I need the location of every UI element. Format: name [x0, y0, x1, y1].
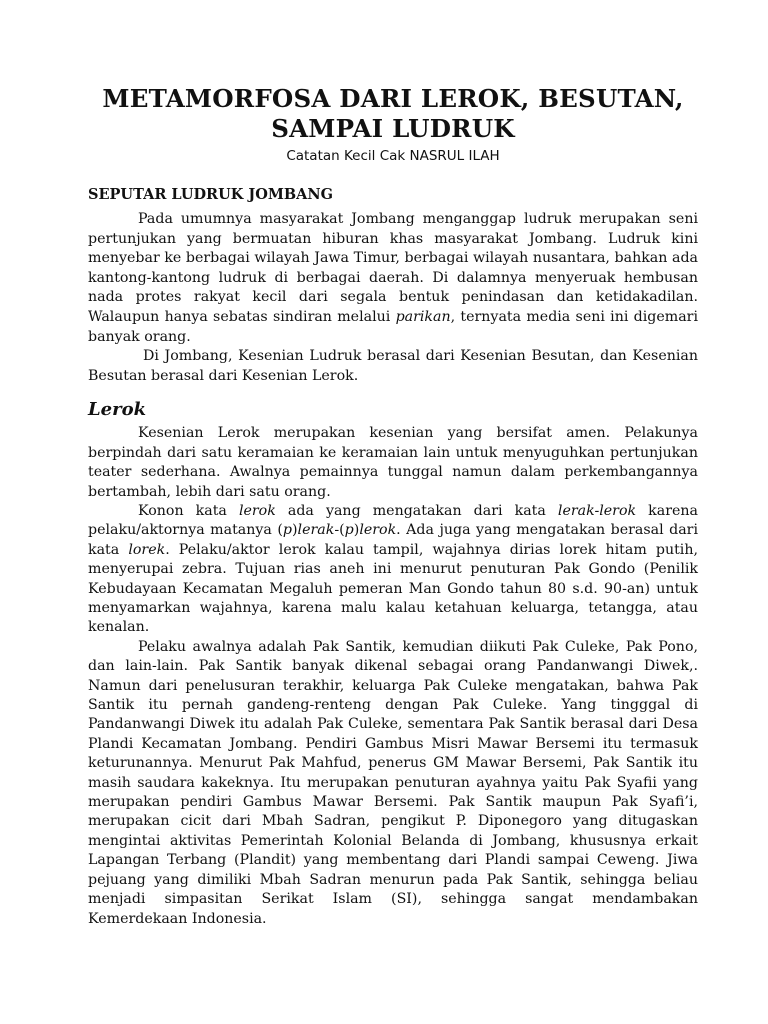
- paragraph-lerok-etymology: [88, 502, 698, 638]
- section-heading-lerok: Lerok: [88, 399, 147, 421]
- text-run: Pada umumnya masyarakat Jombang menganggap ludruk merupakan seni pertunjukan yang bermuatan hiburan khas masyarakat Jombang. Ludruk kini menyebar ke berbagai wilayah Jawa Timur, berbagai wilayah nusantara, bahkan ada kantong-kantong ludruk di berbagai daerah. Di dalamnya menyeruak hembusan nada protes rakyat kecil dari segala bentuk penindasan dan ketidakadilan. Walaupun hanya sebatas sindiran melalui: [88, 211, 698, 325]
- text-run: ): [292, 522, 298, 539]
- text-run: karena pelaku/aktornya matanya (: [88, 502, 698, 539]
- paragraph-ludruk-intro: [88, 210, 698, 347]
- text-run: . Pelaku/aktor lerok kalau tampil, wajahnya dirias lorek hitam putih, menyerupai zebra. Tujuan rias aneh ini menurut penuturan Pak Gondo (Penilik Kebudayaan Kecamatan Megaluh pemeran Man Gondo tahun 80 s.d. 90-an) untuk menyamarkan wajahnya, karena malu kalau ketahuan keluarga, tetangga, atau kenalan.: [88, 541, 698, 636]
- italic-term: lorek: [128, 541, 166, 558]
- title-line-2: SAMPAI LUDRUK: [271, 114, 515, 143]
- paragraph-ludruk-origin: Di Jombang, Kesenian Ludruk berasal dari Kesenian Besutan, dan Kesenian Besutan berasal dari Kesenian Lerok.: [88, 348, 698, 384]
- italic-term-parikan: parikan: [395, 308, 451, 325]
- text-run: , ternyata media seni ini digemari banyak orang.: [88, 308, 698, 345]
- text-run: Konon kata: [138, 502, 239, 519]
- italic-term: p: [344, 522, 354, 539]
- text-run: ada yang mengatakan dari kata: [275, 502, 558, 519]
- paragraph-lerok-definition: Kesenian Lerok merupakan kesenian yang bersifat amen. Pelakunya berpindah dari satu keramaian ke keramaian lain untuk menyuguhkan pertunjukan teater sederhana. Awalnya pemainnya tunggal namun dalam perkembangannya bertambah, lebih dari satu orang.: [88, 425, 698, 500]
- italic-term: lerok: [359, 522, 397, 539]
- author-subtitle: Catatan Kecil Cak NASRUL ILAH: [286, 148, 500, 164]
- text-run: ): [353, 522, 360, 539]
- document-title: [88, 84, 698, 144]
- italic-term: lerak-lerok: [557, 502, 637, 519]
- italic-term: lerok: [238, 502, 276, 519]
- title-line-1: METAMORFOSA DARI LEROK, BESUTAN,: [102, 84, 684, 113]
- paragraph-lerok-performers: Pelaku awalnya adalah Pak Santik, kemudian diikuti Pak Culeke, Pak Pono, dan lain-lain. Pak Santik banyak dikenal sebagai orang Pandanwangi Diwek,. Namun dari penelusuran terakhir, keluarga Pak Culeke mengatakan, bahwa Pak Santik itu pernah gandeng-renteng dengan Pak Culeke. Yang tingggal di Pandanwangi Diwek itu adalah Pak Culeke, sementara Pak Santik berasal dari Desa Plandi Kecamatan Jombang. Pendiri Gambus Misri Mawar Bersemi itu termasuk keturunannya. Menurut Pak Mahfud, penerus GM Mawar Bersemi, Pak Santik itu masih saudara kakeknya. Itu merupakan penuturan ayahnya yaitu Pak Syafii yang merupakan pendiri Gambus Mawar Bersemi. Pak Santik maupun Pak Syafi’i, merupakan cicit dari Mbah Sadran, pengikut P. Diponegoro yang ditugaskan mengintai aktivitas Pemerintah Kolonial Belanda di Jombang, khususnya erkait Lapangan Terbang (Plandit) yang membentang dari Plandi sampai Ceweng. Jiwa pejuang yang dimiliki Mbah Sadran menurun pada Pak Santik, sehingga beliau menjadi simpasitan Serikat Islam (SI), sehingga sangat mendambakan Kemerdekaan Indonesia.: [88, 638, 698, 927]
- italic-term: lerak: [297, 522, 335, 539]
- text-run: . Ada juga yang mengatakan berasal dari kata: [88, 522, 698, 558]
- lerok-section-body: [88, 424, 698, 929]
- text-run: -(: [334, 522, 345, 539]
- italic-term: p: [282, 522, 292, 539]
- section-heading-seputar-ludruk: SEPUTAR LUDRUK JOMBANG: [88, 186, 334, 203]
